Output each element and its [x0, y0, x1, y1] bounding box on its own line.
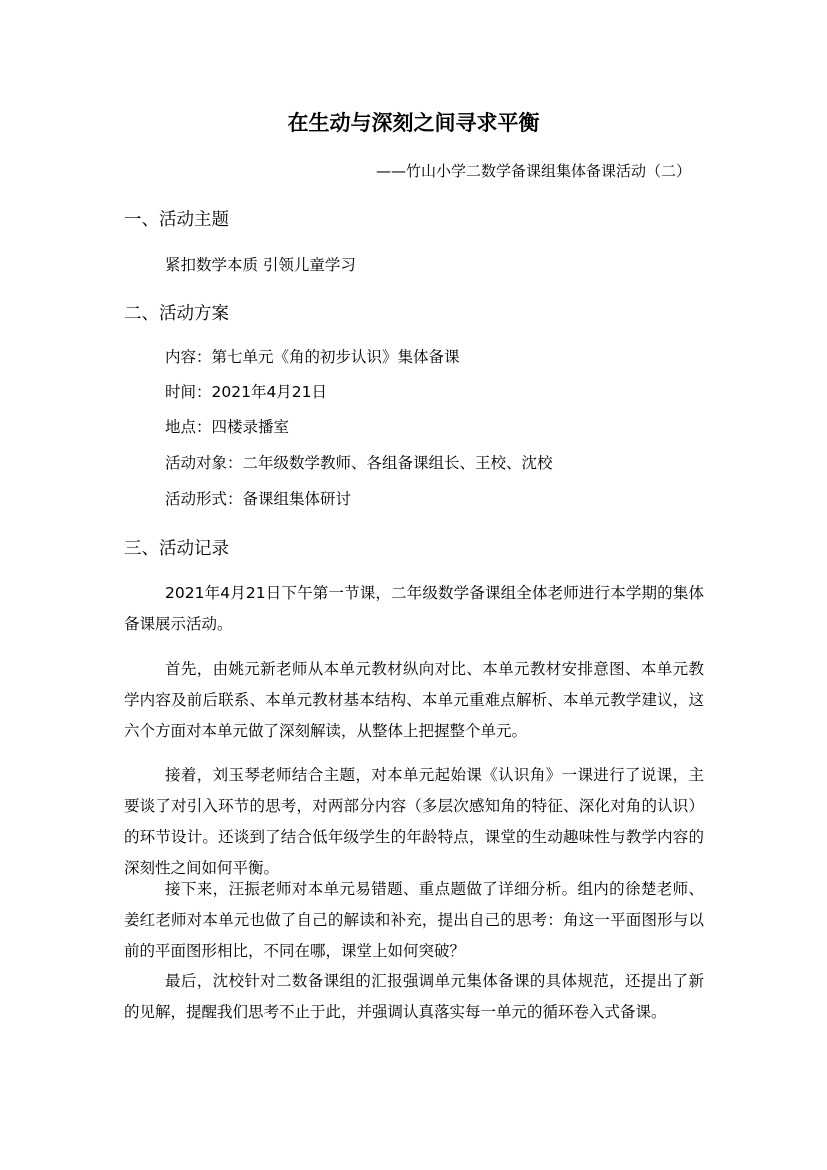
section-heading-plan: 二、活动方案 — [124, 304, 229, 324]
section-heading-record: 三、活动记录 — [124, 539, 229, 559]
record-paragraph-1: 2021年4月21日下午第一节课，二年级数学备课组全体老师进行本学期的集体备课展示活动。 — [124, 584, 704, 633]
plan-item-format: 活动形式：备课组集体研讨 — [165, 490, 352, 508]
record-paragraph-4: 接下来，汪振老师对本单元易错题、重点题做了详细分析。组内的徐楚老师、姜红老师对本单元也做了自己的解读和补充，提出自己的思考：角这一平面图形与以前的平面图形相比，不同在哪，课堂上如何突破？ — [124, 880, 704, 960]
section-heading-theme: 一、活动主题 — [124, 210, 229, 230]
document-subtitle: ——竹山小学二数学备课组集体备课活动（二） — [375, 162, 691, 180]
record-paragraph-3: 接着，刘玉琴老师结合主题，对本单元起始课《认识角》一课进行了说课，主要谈了对引入环节的思考，对两部分内容（多层次感知角的特征、深化对角的认识）的环节设计。还谈到了结合低年级学生的年龄特点，课堂的生动趣味性与教学内容的深刻性之间如何平衡。 — [124, 766, 704, 877]
plan-item-location: 地点：四楼录播室 — [165, 418, 290, 436]
document-title: 在生动与深刻之间寻求平衡 — [287, 110, 540, 135]
theme-text: 紧扣数学本质 引领儿童学习 — [165, 256, 356, 274]
plan-item-participants: 活动对象：二年级数学教师、各组备课组长、王校、沈校 — [165, 454, 553, 472]
record-paragraph-2: 首先，由姚元新老师从本单元教材纵向对比、本单元教材安排意图、本单元教学内容及前后联系、本单元教材基本结构、本单元重难点解析、本单元教学建议，这六个方面对本单元做了深刻解读，从整体上把握整个单元。 — [124, 660, 704, 740]
record-paragraph-5: 最后，沈校针对二数备课组的汇报强调单元集体备课的具体规范，还提出了新的见解，提醒我们思考不止于此，并强调认真落实每一单元的循环卷入式备课。 — [124, 972, 704, 1021]
plan-item-time: 时间：2021年4月21日 — [165, 383, 328, 401]
plan-item-content: 内容：第七单元《角的初步认识》集体备课 — [165, 348, 460, 366]
